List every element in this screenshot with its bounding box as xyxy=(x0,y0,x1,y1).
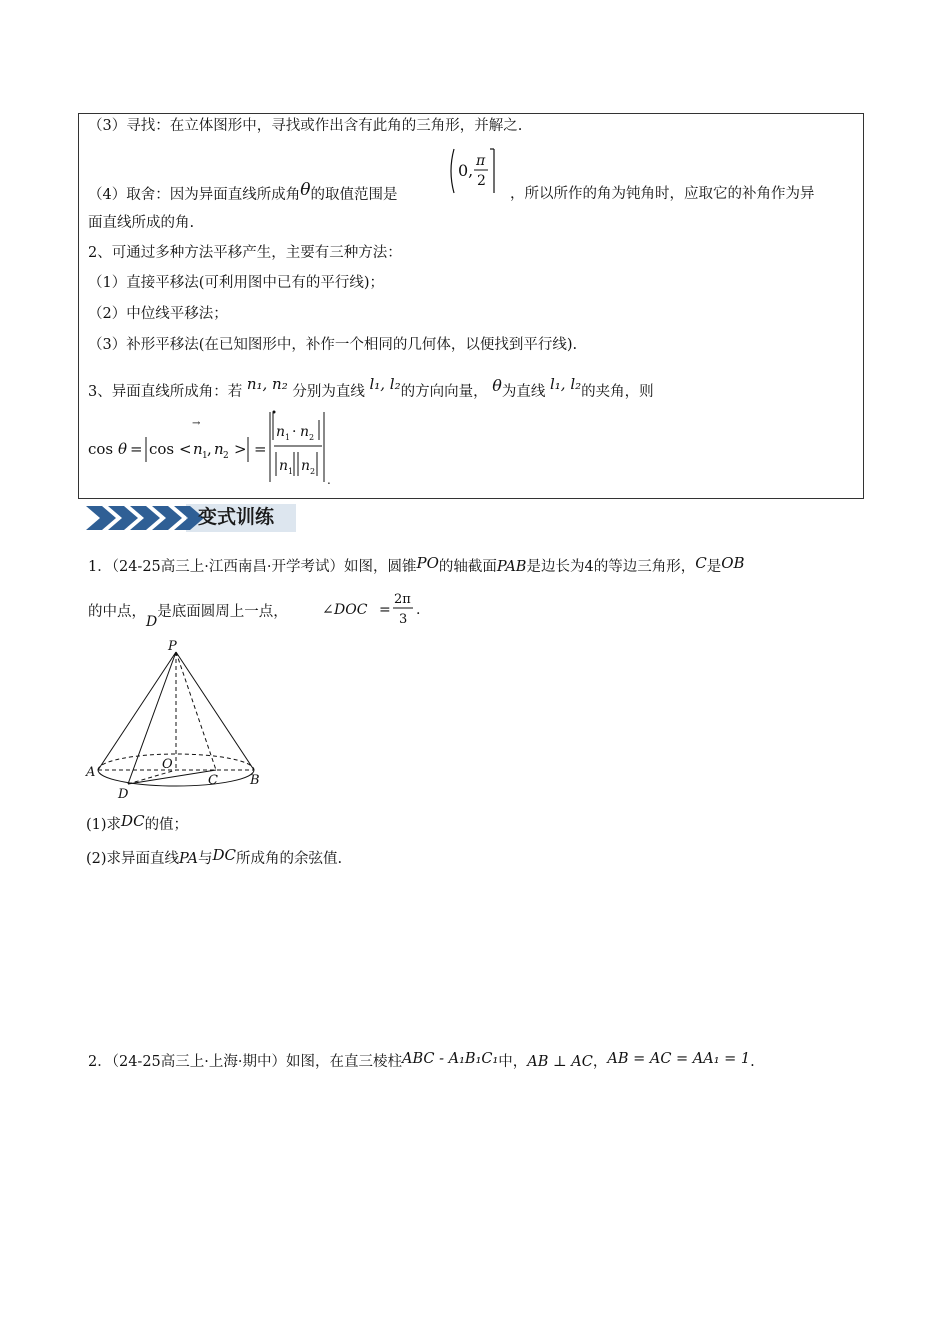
cosine-formula xyxy=(86,410,346,486)
sym-PO: PO xyxy=(416,554,439,572)
method2-text: （2）中位线平移法； xyxy=(88,306,228,322)
step4-line xyxy=(88,180,398,205)
problem2-text-a: 如图，在直三棱柱 xyxy=(286,1054,403,1070)
label-C: C xyxy=(208,773,218,788)
cone-figure xyxy=(82,636,272,806)
svg-text:3: 3 xyxy=(399,612,408,627)
q2-text-a: (2)求异面直线 xyxy=(86,851,180,867)
point3-text-a: 3、异面直线所成角：若 xyxy=(88,384,243,400)
point3-text-d: 为直线 xyxy=(501,384,546,400)
problem1-number: 1． xyxy=(88,559,112,575)
sym-C: C xyxy=(695,554,707,572)
problem2-line: 2．（24-25高三上·上海·期中）如图，在直三棱柱ABC - A₁B₁C₁中，AB ⊥ AC，AB = AC = AA₁ = 1. xyxy=(88,1051,755,1070)
problem1-text-f: 是底面圆周上一点， xyxy=(157,604,288,620)
svg-text:cos: cos xyxy=(149,440,175,458)
q2-text-c: 所成角的余弦值. xyxy=(235,851,343,867)
svg-text:n: n xyxy=(193,440,203,458)
svg-text:<: < xyxy=(179,440,192,458)
problem1-text-e: 的中点， xyxy=(88,604,146,620)
q1-text-a: (1)求 xyxy=(86,817,122,833)
svg-text:n: n xyxy=(279,458,289,474)
svg-text:π: π xyxy=(476,153,486,169)
point3-text-c: 的方向向量， xyxy=(400,384,488,400)
sym-PAB: PAB xyxy=(496,559,527,575)
sym-PA: PA xyxy=(179,851,198,867)
svg-text:=: = xyxy=(379,602,391,618)
svg-text:2π: 2π xyxy=(394,592,411,607)
sym-DC-2: DC xyxy=(212,846,236,864)
step4-text-a: （4）取舍：因为异面直线所成角 xyxy=(88,187,301,203)
q1-text-b: 的值； xyxy=(144,817,189,833)
problem1-line2 xyxy=(88,602,288,630)
svg-text:n: n xyxy=(214,440,224,458)
step3-text: （3）寻找：在立体图形中，寻找或作出含有此角的三角形，并解之. xyxy=(88,118,523,134)
svg-text:,: , xyxy=(207,440,212,458)
problem2-text-b: 中， xyxy=(498,1054,528,1070)
prism-symbol: ABC - A₁B₁C₁ xyxy=(402,1051,499,1067)
l1-l2-symbol-2: l₁, l₂ xyxy=(549,375,582,393)
theta-symbol-2: θ xyxy=(492,376,502,395)
svg-text:→: → xyxy=(192,418,201,429)
sym-DC: DC xyxy=(121,812,145,830)
label-D: D xyxy=(118,787,129,802)
method1-text: （1）直接平移法(可利用图中已有的平行线)； xyxy=(88,275,385,291)
problem1-text-d: 是 xyxy=(706,559,722,575)
svg-text:n: n xyxy=(301,458,311,474)
svg-text:.: . xyxy=(416,602,421,618)
sym-D: D xyxy=(146,614,158,630)
cond-lengths: AB = AC = AA₁ = 1 xyxy=(607,1051,751,1067)
svg-text:2: 2 xyxy=(310,467,316,476)
svg-text:0,: 0, xyxy=(458,161,474,180)
point3-text-b: 分别为直线 xyxy=(292,384,365,400)
svg-text:2: 2 xyxy=(309,433,315,442)
svg-text:>: > xyxy=(234,440,247,458)
step4-text-c: ，所以所作的角为钝角时，应取它的补角作为异 xyxy=(510,186,815,202)
interval-0-pi-over-2 xyxy=(446,145,504,197)
point3-text-e: 的夹角，则 xyxy=(581,384,654,400)
n1-n2-symbol: n₁, n₂ xyxy=(246,375,288,393)
problem1-source: （24-25高三上·江西南昌·开学考试） xyxy=(111,559,345,575)
svg-text:·: · xyxy=(292,424,297,440)
svg-text:2: 2 xyxy=(477,173,486,189)
problem1-line1 xyxy=(88,556,745,577)
label-O: O xyxy=(162,757,173,772)
step4-text-d: 面直线所成的角. xyxy=(88,215,195,231)
problem1-text-b: 的轴截面 xyxy=(438,559,497,575)
cond-ab-perp-ac: AB ⊥ AC xyxy=(527,1054,593,1070)
svg-text:.: . xyxy=(327,473,331,486)
svg-text:1: 1 xyxy=(288,467,294,476)
svg-text:DOC: DOC xyxy=(334,602,368,618)
svg-text:cos: cos xyxy=(88,440,114,458)
question1 xyxy=(86,814,188,835)
sym-OB: OB xyxy=(721,554,745,572)
label-P: P xyxy=(168,639,177,654)
q2-text-b: 与 xyxy=(197,851,213,867)
theta-symbol: θ xyxy=(300,180,311,200)
svg-text:∠: ∠ xyxy=(322,602,334,618)
method3-text: （3）补形平移法(在已知图形中，补作一个相同的几何体，以便找到平行线). xyxy=(88,337,578,353)
svg-text:θ: θ xyxy=(118,440,128,458)
label-A: A xyxy=(86,765,96,780)
svg-text:n: n xyxy=(300,424,310,440)
svg-text:=: = xyxy=(254,440,267,458)
question2 xyxy=(86,848,342,869)
section-title: 变式训练 xyxy=(198,506,275,528)
problem2-number: 2． xyxy=(88,1054,112,1070)
svg-text:1: 1 xyxy=(285,433,291,442)
point2-text: 2、可通过多种方法平移产生，主要有三种方法： xyxy=(88,245,402,261)
problem1-text-c: 是边长为4的等边三角形， xyxy=(526,559,696,575)
step4-text-b: 的取值范围是 xyxy=(310,187,398,203)
svg-text:n: n xyxy=(276,424,286,440)
angle-doc-formula xyxy=(322,588,432,628)
problem1-text-a: 如图，圆锥 xyxy=(344,559,417,575)
svg-text:2: 2 xyxy=(223,451,229,461)
svg-text:1: 1 xyxy=(202,451,208,461)
svg-text:=: = xyxy=(130,440,143,458)
problem2-source: （24-25高三上·上海·期中） xyxy=(111,1054,287,1070)
l1-l2-symbol: l₁, l₂ xyxy=(369,375,401,393)
point3-line xyxy=(88,375,654,402)
label-B: B xyxy=(250,773,260,788)
